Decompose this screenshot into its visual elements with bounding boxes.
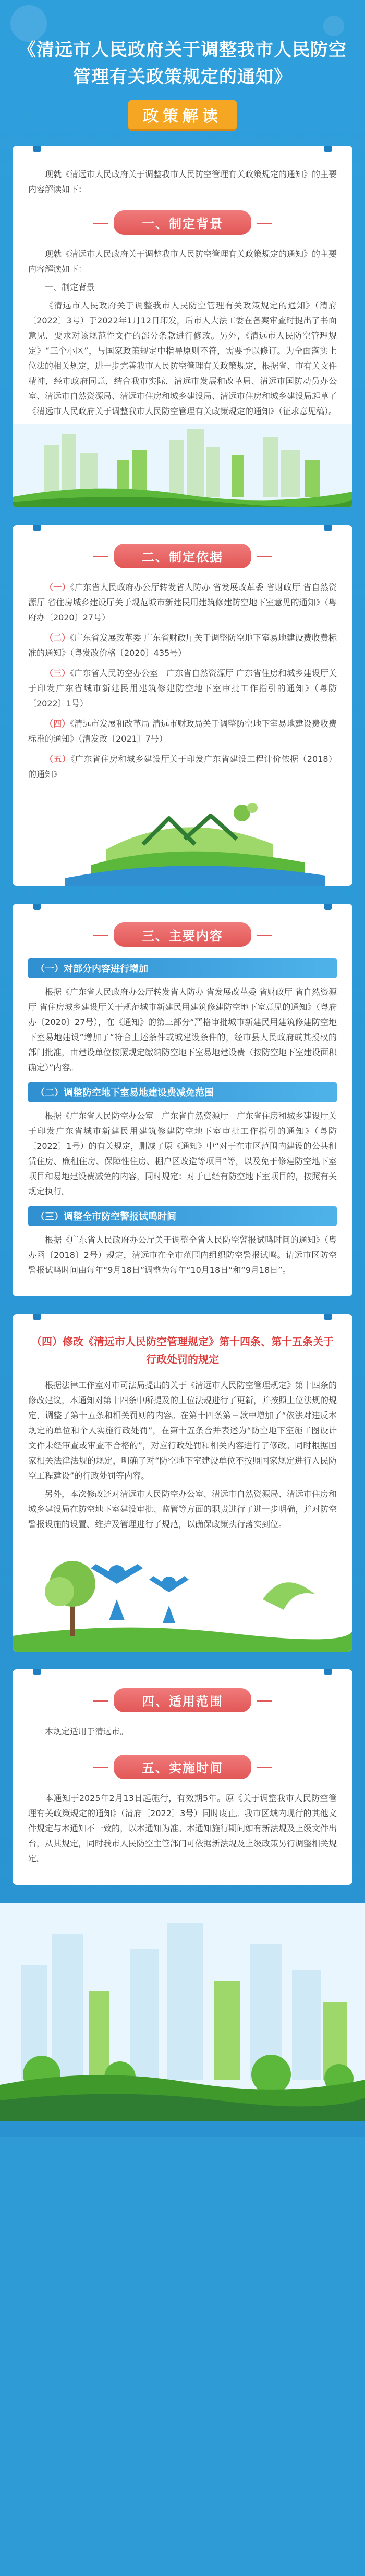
pin-decor: [33, 1314, 41, 1320]
paragraph: 《清远市人民政府关于调整我市人民防空管理有关政策规定的通知》（清府〔2022〕3号）于2022年1月12日印发，后市人大法工委在备案审查时提出了书面意见，要求对该规范性文件的部分条款进行修改。另外，《清远市人民防空管理规定》“三个小区”，与国家政策规定中指导原则不符，需要予以修订。为全面落实上位法的相关规定，进一步完善我市人民防空管理有关政策规定，根据省、市有关文件精神，经市政府同意，结合我市实际，清远市发展和改革局、清远市国防动员办公室、清远市自然资源局、清远市住房和城乡建设局、清远市住房和城乡建设局起草了《清远市人民政府关于调整我市人民防空管理有关政策规定的通知》（征求意见稿）。: [28, 301, 337, 416]
page-title: 《清远市人民政府关于调整我市人民防空管理有关政策规定的通知》: [18, 40, 347, 87]
section-title: 五、实施时间: [114, 1755, 251, 1779]
basis-item: （三）《广东省人民防空办公室 广东省自然资源厅 广东省住房和城乡建设厅关于印发广东省城市新建民用建筑修建防空地下室审批工作指引的通知》（粤防〔2022〕1号）: [28, 668, 337, 708]
paragraph: 根据《广东省人民防空办公室 广东省自然资源厅 广东省住房和城乡建设厅关于印发广东省城市新建民用建筑修建防空地下室审批工作指引的通知》（粤防〔2022〕1号）的有关规定，删减了原《通知》中“对于在市区范围内建设的公共租赁住房、廉租住房、保障性住房、棚户区改造等项目”等，以及免于修建防空地下室项目和易地建设费减免的内容，同时规定：对于已经有防空地下室项目的，按照有关规定执行。: [28, 1111, 337, 1196]
basis-item: （二）《广东省发展改革委 广东省财政厅关于调整防空地下室易地建设费收费标准的通知》（粤发改价格〔2020〕435号）: [28, 633, 337, 658]
card-main-content: [13, 904, 352, 1296]
paragraph: 根据《广东省人民政府办公厅关于调整全省人民防空警报试鸣时间的通知》（粤办函〔2018〕2号）规定，清远市在全市范围内组织防空警报试鸣。请远市区防空警报试鸣时间由每年“9月18日”调整为每年“10月18日”和“9月18日”。: [28, 1235, 337, 1275]
basis-item: （一）《广东省人民政府办公厅转发省人防办 省发展改革委 省财政厅 省自然资源厅 省住房城乡建设厅关于规范城市新建民用建筑修建防空地下室意见的通知》（粤府办〔2020〕27号）: [28, 582, 337, 622]
paragraph: 根据《广东省人民政府办公厅转发省人防办 省发展改革委 省财政厅 省自然资源厅 省住房城乡建设厅关于规范城市新建民用建筑修建防空地下室意见的通知》（粤府办〔2020〕27号），在《通知》的第三部分“严格审批城市新建民用建筑修建防空地下室易地建设”增加了“符合上述条件或城建设条件的，经市县人民政府或其授权的部门批准，由建设单位按照规定缴纳防空地下室易地建设费（按防空地下室建设面积确定）”内容。: [28, 987, 337, 1072]
paragraph: 根据法律工作室对市司法局提出的关于《清远市人民防空管理规定》第十四条的修改建议，本通知对第十四条中所提及的上位法规进行了更新，并按照上位法规的规定，调整了第十五条和相关罚则的内容。在第十四条第三款中增加了“依法对违反本规定的单位和个人实施行政处罚”，在第十五条合并表述为“防空地下室施工图设计文件未经审查或审查不合格的”，对应行政处罚和相关内容进行了修改。同时根据国家相关法律法规的规定，明确了对“防空地下室建设单位不按照国家规定进行人民防空工程建设”的行政处罚等内容。: [28, 1380, 337, 1481]
pin-decor: [324, 1669, 332, 1675]
city-illustration: [13, 424, 352, 507]
section-title: 一、制定背景: [114, 210, 251, 235]
pin-decor: [33, 146, 41, 152]
paragraph: 本规定适用于清远市。: [45, 1727, 129, 1736]
subsection-bar: （一）对部分内容进行增加: [28, 958, 337, 978]
pin-decor: [33, 904, 41, 910]
pin-decor: [324, 146, 332, 152]
section-title: 四、适用范围: [114, 1688, 251, 1712]
card-amendment: [13, 1314, 352, 1652]
basis-item: （五）《广东省住房和城乡建设厅关于印发广东省建设工程计价依据（2018）的通知》: [28, 754, 337, 779]
card-scope: [13, 1669, 352, 1885]
policy-badge: 政策解读: [128, 100, 237, 129]
decor-circle: [10, 5, 47, 42]
header: [0, 0, 365, 146]
subsection-bar: （三）调整全市防空警报试鸣时间: [28, 1206, 337, 1226]
decor-circle: [323, 16, 344, 36]
intro-text: 现就《清远市人民政府关于调整我市人民防空管理有关政策规定的通知》的主要内容解读如下：: [28, 169, 337, 194]
card-basis: [13, 525, 352, 886]
paragraph: 本通知于2025年2月13日起施行，有效期5年。原《关于调整我市人民防空管理有关政策规定的通知》（清府〔2022〕3号）同时废止。我市区域内现行的其他文件规定与本通知不一致的，以本通知为准。本通知施行期间如有新法规及上级文件出台，从其规定，同时我市人民防空主管部门可依据新法规及上级政策另行调整相关规定。: [28, 1793, 337, 1864]
paragraph: 现就《清远市人民政府关于调整我市人民防空管理有关政策规定的通知》的主要内容解读如下：: [28, 249, 337, 274]
subsection-bar: （二）调整防空地下室易地建设费减免范围: [28, 1082, 337, 1102]
pin-decor: [33, 525, 41, 531]
pin-decor: [324, 904, 332, 910]
section-title: 二、制定依据: [114, 544, 251, 568]
section-title: 三、主要内容: [114, 922, 251, 947]
pin-decor: [324, 525, 332, 531]
house-illustration: [13, 787, 352, 886]
people-tree-illustration: [13, 1537, 352, 1652]
pin-decor: [324, 1314, 332, 1320]
subsection-heading: （四）修改《清远市人民防空管理规定》第十四条、第十五条关于行政处罚的规定: [31, 1335, 334, 1366]
paragraph: 一、制定背景: [45, 282, 95, 292]
card-background: [13, 146, 352, 507]
city-footer-illustration: [0, 1903, 365, 2121]
basis-item: （四）《清远市发展和改革局 清远市财政局关于调整防空地下室易地建设费收费标准的通知》（清发改〔2021〕7号）: [28, 719, 337, 744]
paragraph: 另外，本次修改还对清远市人民防空办公室、清远市自然资源局、清远市住房和城乡建设局在防空地下室建设审批、监管等方面的职责进行了进一步明确，并对防空警报设施的设置、维护及管理进行了规范，以确保政策执行落实到位。: [28, 1489, 337, 1529]
pin-decor: [33, 1669, 41, 1675]
